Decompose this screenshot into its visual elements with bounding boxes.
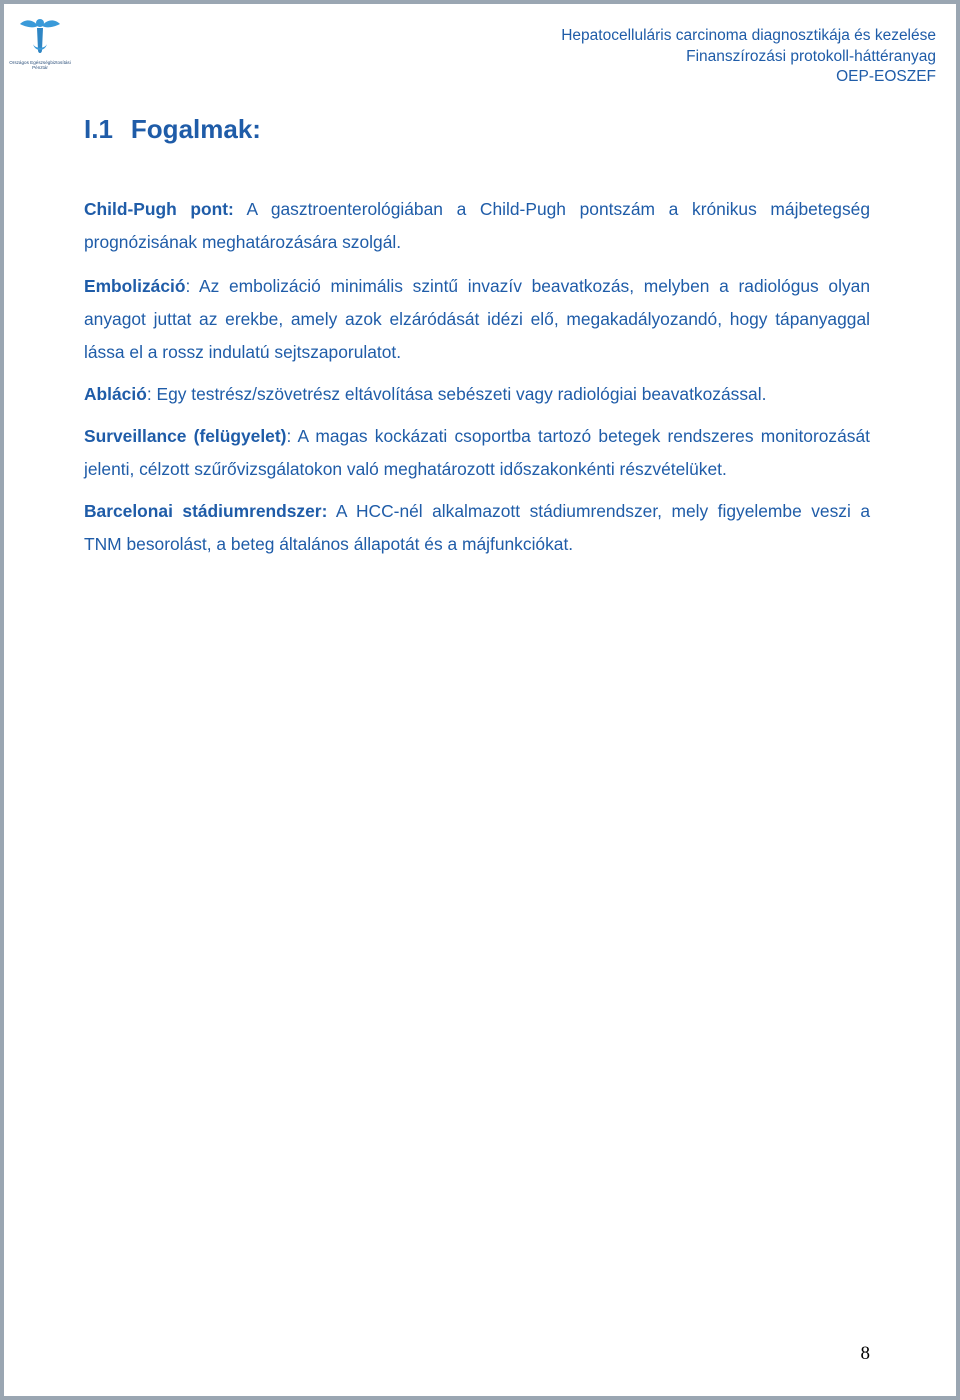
- header-title: Hepatocelluláris carcinoma diagnosztikája és kezelése: [561, 27, 936, 44]
- definition-text: : A magas kockázati csoportba tartozó betegek rendszeres monitorozását jelenti, célzott szűrővizsgálatokon való meghatározott időszakonkénti részvételüket.: [84, 426, 870, 479]
- definition-term: Abláció: [84, 384, 147, 404]
- section-title-text: Fogalmak:: [130, 114, 261, 144]
- definition-text: A gasztroenterológiában a Child-Pugh pontszám a krónikus májbetegség prognózisának meghatározására szolgál.: [84, 199, 870, 252]
- definition-term: Embolizáció: [84, 276, 186, 296]
- definition-child-pugh: [84, 193, 870, 259]
- page-number: 8: [860, 1343, 870, 1364]
- definition-text: A HCC-nél alkalmazott stádiumrendszer, mely figyelembe veszi a TNM besorolást, a beteg általános állapotát és a májfunkciókat.: [84, 501, 870, 554]
- definition-text: : Egy testrész/szövetrész eltávolítása sebészeti vagy radiológiai beavatkozással.: [146, 384, 767, 404]
- definition-barcelona: [84, 495, 870, 561]
- definition-text: : Az embolizáció minimális szintű invazív beavatkozás, melyben a radiológus olyan anyagot juttat az erekbe, amely azok elzáródását idézi elő, megakadályozandó, hogy tápanyaggal lássa el a rossz indulatú sejtszaporulatot.: [84, 276, 870, 362]
- logo-figure-icon: [8, 14, 72, 62]
- definitions-list: [84, 193, 870, 572]
- running-header: [561, 26, 936, 88]
- definition-term: Surveillance (felügyelet): [84, 426, 287, 446]
- definition-embolizacio: [84, 270, 870, 369]
- section-heading: [84, 112, 261, 146]
- definition-term: Barcelonai stádiumrendszer:: [84, 501, 328, 521]
- section-number: I.1: [84, 114, 113, 144]
- definition-surveillance: [84, 420, 870, 486]
- definition-term: Child-Pugh pont:: [84, 199, 234, 219]
- definition-ablacio: [84, 378, 870, 411]
- header-subtitle: Finanszírozási protokoll-háttéranyag: [686, 47, 936, 65]
- header-organization: OEP-EOSZEF: [836, 68, 936, 85]
- logo-caption: Országos Egészségbiztosítási Pénztár: [9, 60, 71, 71]
- oep-logo: [8, 14, 72, 78]
